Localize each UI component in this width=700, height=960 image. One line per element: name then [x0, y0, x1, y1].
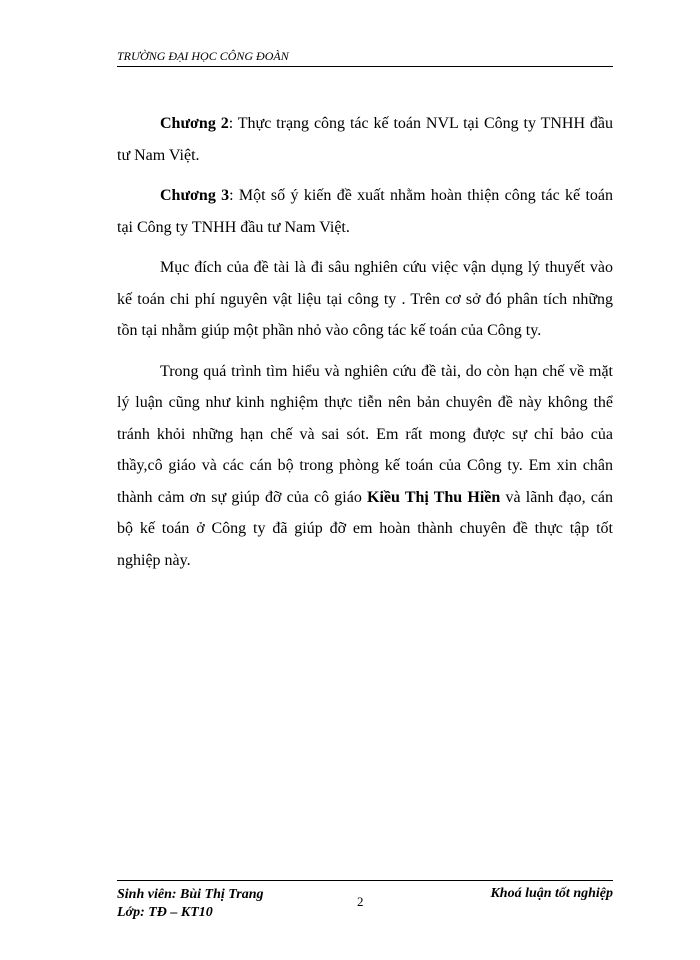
paragraph-chapter-2 [117, 108, 613, 171]
paragraph-purpose: Mục đích của đề tài là đi sâu nghiên cứu việc vận dụng lý thuyết vào kế toán chi phí nguyên vật liệu tại công ty . Trên cơ sở đó phân tích những tồn tại nhằm giúp một phần nhỏ vào công tác kế toán của Công ty. [117, 259, 613, 339]
page-number: 2 [357, 894, 364, 909]
paragraph-chapter-3 [117, 180, 613, 243]
chapter-3-lead: Chương 3 [160, 187, 230, 204]
footer-thesis-label: Khoá luận tốt nghiệp [490, 886, 613, 901]
acknowledgement-text-after: và lãnh đạo, cán bộ kế toán ở Công ty đã giúp đỡ em hoàn thành chuyên đề thực tập tốt nghiệp này. [117, 488, 614, 569]
chapter-2-lead: Chương 2 [160, 115, 229, 132]
chapter-3-text: : Một số ý kiến đề xuất nhằm hoàn thiện công tác kế toán tại Công ty TNHH đầu tư Nam Việt. [117, 187, 614, 236]
footer-student-name: Sinh viên: Bùi Thị Trang [117, 887, 264, 902]
footer-class: Lớp: TĐ – KT10 [117, 905, 213, 920]
advisor-name: Kiều Thị Thu Hiền [367, 488, 501, 506]
page-header [117, 49, 613, 67]
document-body [117, 108, 613, 585]
paragraph-acknowledgement [117, 356, 613, 577]
footer-student-info [117, 886, 264, 922]
page-footer [117, 880, 613, 920]
chapter-2-text: : Thực trạng công tác kế toán NVL tại Công ty TNHH đầu tư Nam Việt. [117, 115, 614, 164]
acknowledgement-text-before: Trong quá trình tìm hiểu và nghiên cứu đề tài, do còn hạn chế về mặt lý luận cũng như kinh nghiệm thực tiễn nên bản chuyên đề này không thể tránh khỏi những hạn chế và sai sót. Em rất mong được sự chỉ bảo của thầy,cô giáo và các cán bộ trong phòng kế toán của Công ty. Em xin chân thành cảm ơn sự giúp đỡ của cô giáo [117, 362, 613, 506]
header-title: TRƯỜNG ĐẠI HỌC CÔNG ĐOÀN [117, 49, 289, 63]
